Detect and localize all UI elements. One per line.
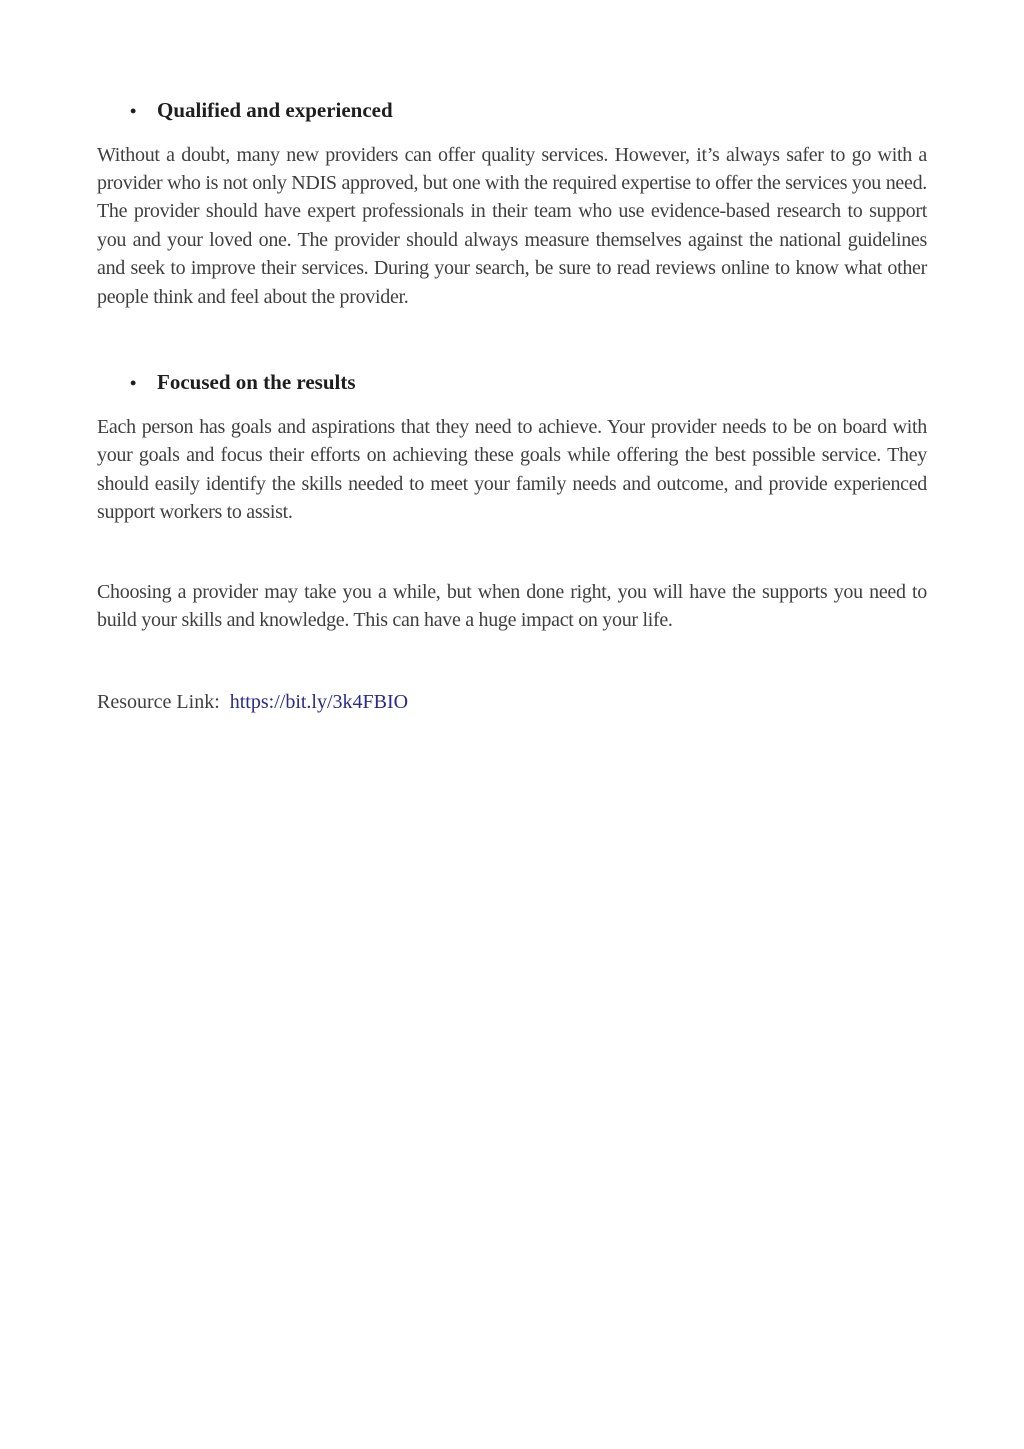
bullet-list-item-focused <box>97 368 927 398</box>
paragraph-focused: Each person has goals and aspirations that they need to achieve. Your provider needs to be on board with your goals and focus their efforts on achieving these goals while offering the best possible service. They should easily identify the skills needed to meet your family needs and outcome, and provide experienced support workers to assist. <box>97 415 927 524</box>
resource-link-label: Resource Link: <box>97 691 220 714</box>
bullet-list-item-qualified <box>97 96 927 126</box>
paragraph-qualified: Without a doubt, many new providers can offer quality services. However, it’s always safer to go with a provider who is not only NDIS approved, but one with the required expertise to offer the services you need. The provider should have expert professionals in their team who use evidence-based research to support you and your loved one. The provider should always measure themselves against the national guidelines and seek to improve their services. During your search, be sure to read reviews online to know what other people think and feel about the provider. <box>97 143 927 308</box>
bullet-heading-focused: Focused on the results <box>157 370 356 395</box>
resource-line <box>97 688 927 716</box>
bullet-icon: • <box>130 373 137 394</box>
resource-link[interactable]: https://bit.ly/3k4FBIO <box>229 691 409 714</box>
bullet-icon: • <box>130 101 137 121</box>
paragraph-closing: Choosing a provider may take you a while, but when done right, you will have the supports you need to build your skills and knowledge. This can have a huge impact on your life. <box>97 580 927 631</box>
bullet-heading-qualified: Qualified and experienced <box>157 98 393 122</box>
